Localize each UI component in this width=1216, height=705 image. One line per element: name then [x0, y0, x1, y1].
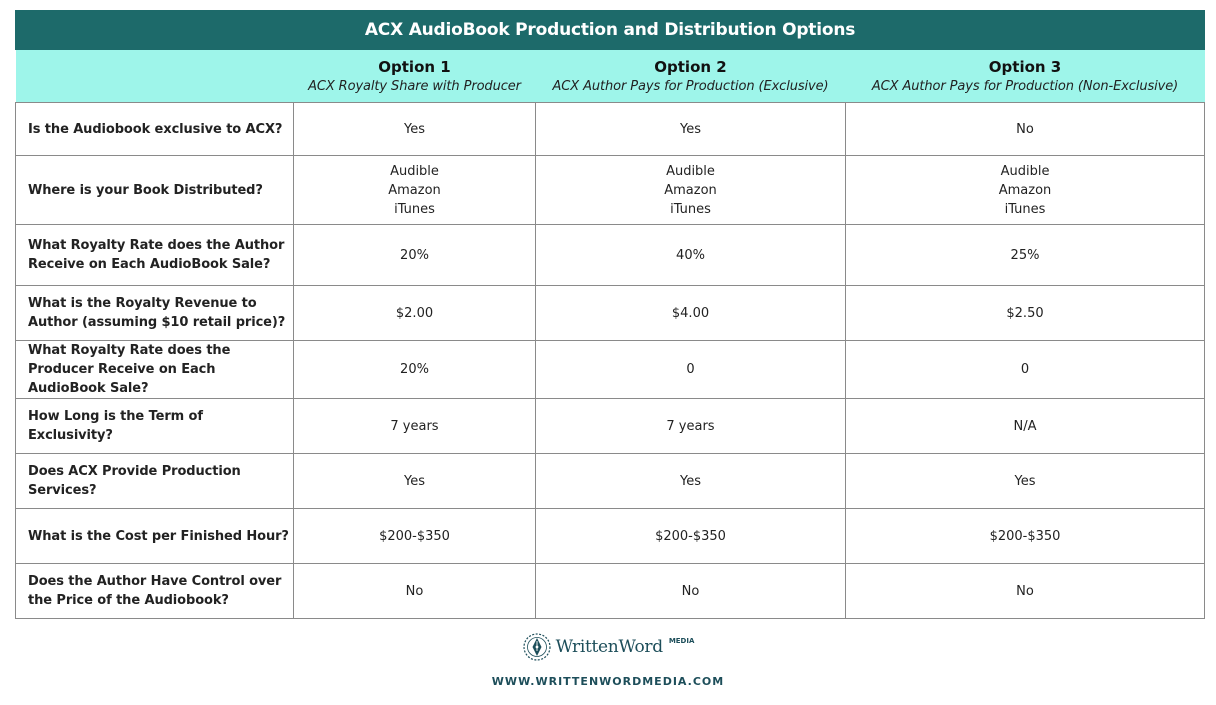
row-value: Yes: [536, 103, 846, 156]
distribution-channel: Amazon: [664, 182, 717, 198]
distribution-channel: iTunes: [394, 201, 435, 217]
brand-logo[interactable]: [522, 632, 695, 662]
fountain-pen-nib-icon: [522, 632, 552, 662]
row-question: What is the Cost per Finished Hour?: [16, 509, 294, 564]
distribution-channel: Amazon: [388, 182, 441, 198]
table-row: [16, 454, 1205, 509]
row-value: No: [846, 564, 1205, 619]
header-empty-cell: [16, 50, 294, 103]
option-title: Option 3: [988, 57, 1062, 76]
comparison-table-container: [15, 10, 1204, 619]
row-value: 0: [846, 341, 1205, 399]
row-value: $2.00: [294, 286, 536, 341]
row-value: 40%: [536, 225, 846, 286]
row-value: 20%: [294, 225, 536, 286]
row-value: $2.50: [846, 286, 1205, 341]
option-1-header: [294, 50, 536, 103]
option-2-header: [536, 50, 846, 103]
row-question: Where is your Book Distributed?: [16, 156, 294, 225]
row-value: $4.00: [536, 286, 846, 341]
row-value-list: [294, 156, 536, 225]
table-row: [16, 156, 1205, 225]
options-header-row: [16, 50, 1205, 103]
website-link[interactable]: WWW.WRITTENWORDMEDIA.COM: [491, 675, 725, 688]
option-title: Option 1: [378, 57, 451, 76]
row-value: Yes: [846, 454, 1205, 509]
distribution-channel: iTunes: [1004, 201, 1046, 217]
table-row: [16, 399, 1205, 454]
table-row: [16, 341, 1205, 399]
table-row: [16, 564, 1205, 619]
row-value: 25%: [846, 225, 1205, 286]
row-question: How Long is the Term of Exclusivity?: [16, 399, 294, 454]
row-value: 0: [536, 341, 846, 399]
distribution-channel: Audible: [666, 163, 715, 179]
footer: [0, 632, 1216, 688]
option-title: Option 2: [654, 57, 727, 76]
option-subtitle: ACX Royalty Share with Producer: [308, 78, 521, 94]
table-row: [16, 286, 1205, 341]
row-value: No: [846, 103, 1205, 156]
row-value: $200-$350: [536, 509, 846, 564]
row-value: No: [536, 564, 846, 619]
comparison-table: [15, 10, 1205, 619]
table-title-row: [16, 11, 1205, 50]
option-subtitle: ACX Author Pays for Production (Exclusive): [552, 78, 829, 94]
row-value-list: [846, 156, 1205, 225]
distribution-channel: Amazon: [998, 182, 1052, 198]
table-title: ACX AudioBook Production and Distribution Options: [16, 11, 1205, 50]
row-value: $200-$350: [846, 509, 1205, 564]
table-row: [16, 225, 1205, 286]
row-value: 20%: [294, 341, 536, 399]
row-value: $200-$350: [294, 509, 536, 564]
row-value-list: [536, 156, 846, 225]
row-question: Is the Audiobook exclusive to ACX?: [16, 103, 294, 156]
row-question: Does the Author Have Control over the Price of the Audiobook?: [16, 564, 294, 619]
brand-name: WrittenWord: [555, 637, 663, 657]
option-3-header: [846, 50, 1205, 103]
row-question: What is the Royalty Revenue to Author (assuming $10 retail price)?: [16, 286, 294, 341]
row-value: Yes: [294, 103, 536, 156]
row-value: Yes: [294, 454, 536, 509]
table-row: [16, 509, 1205, 564]
row-question: Does ACX Provide Production Services?: [16, 454, 294, 509]
row-question: What Royalty Rate does the Author Receive on Each AudioBook Sale?: [16, 225, 294, 286]
row-value: N/A: [846, 399, 1205, 454]
option-subtitle: ACX Author Pays for Production (Non-Exclusive): [871, 78, 1179, 94]
row-value: Yes: [536, 454, 846, 509]
distribution-channel: Audible: [1000, 163, 1050, 179]
row-value: 7 years: [294, 399, 536, 454]
row-question: What Royalty Rate does the Producer Receive on Each AudioBook Sale?: [16, 341, 294, 399]
row-value: 7 years: [536, 399, 846, 454]
distribution-channel: iTunes: [670, 201, 711, 217]
brand-superscript: MEDIA: [668, 637, 695, 645]
table-row: [16, 103, 1205, 156]
distribution-channel: Audible: [390, 163, 439, 179]
row-value: No: [294, 564, 536, 619]
